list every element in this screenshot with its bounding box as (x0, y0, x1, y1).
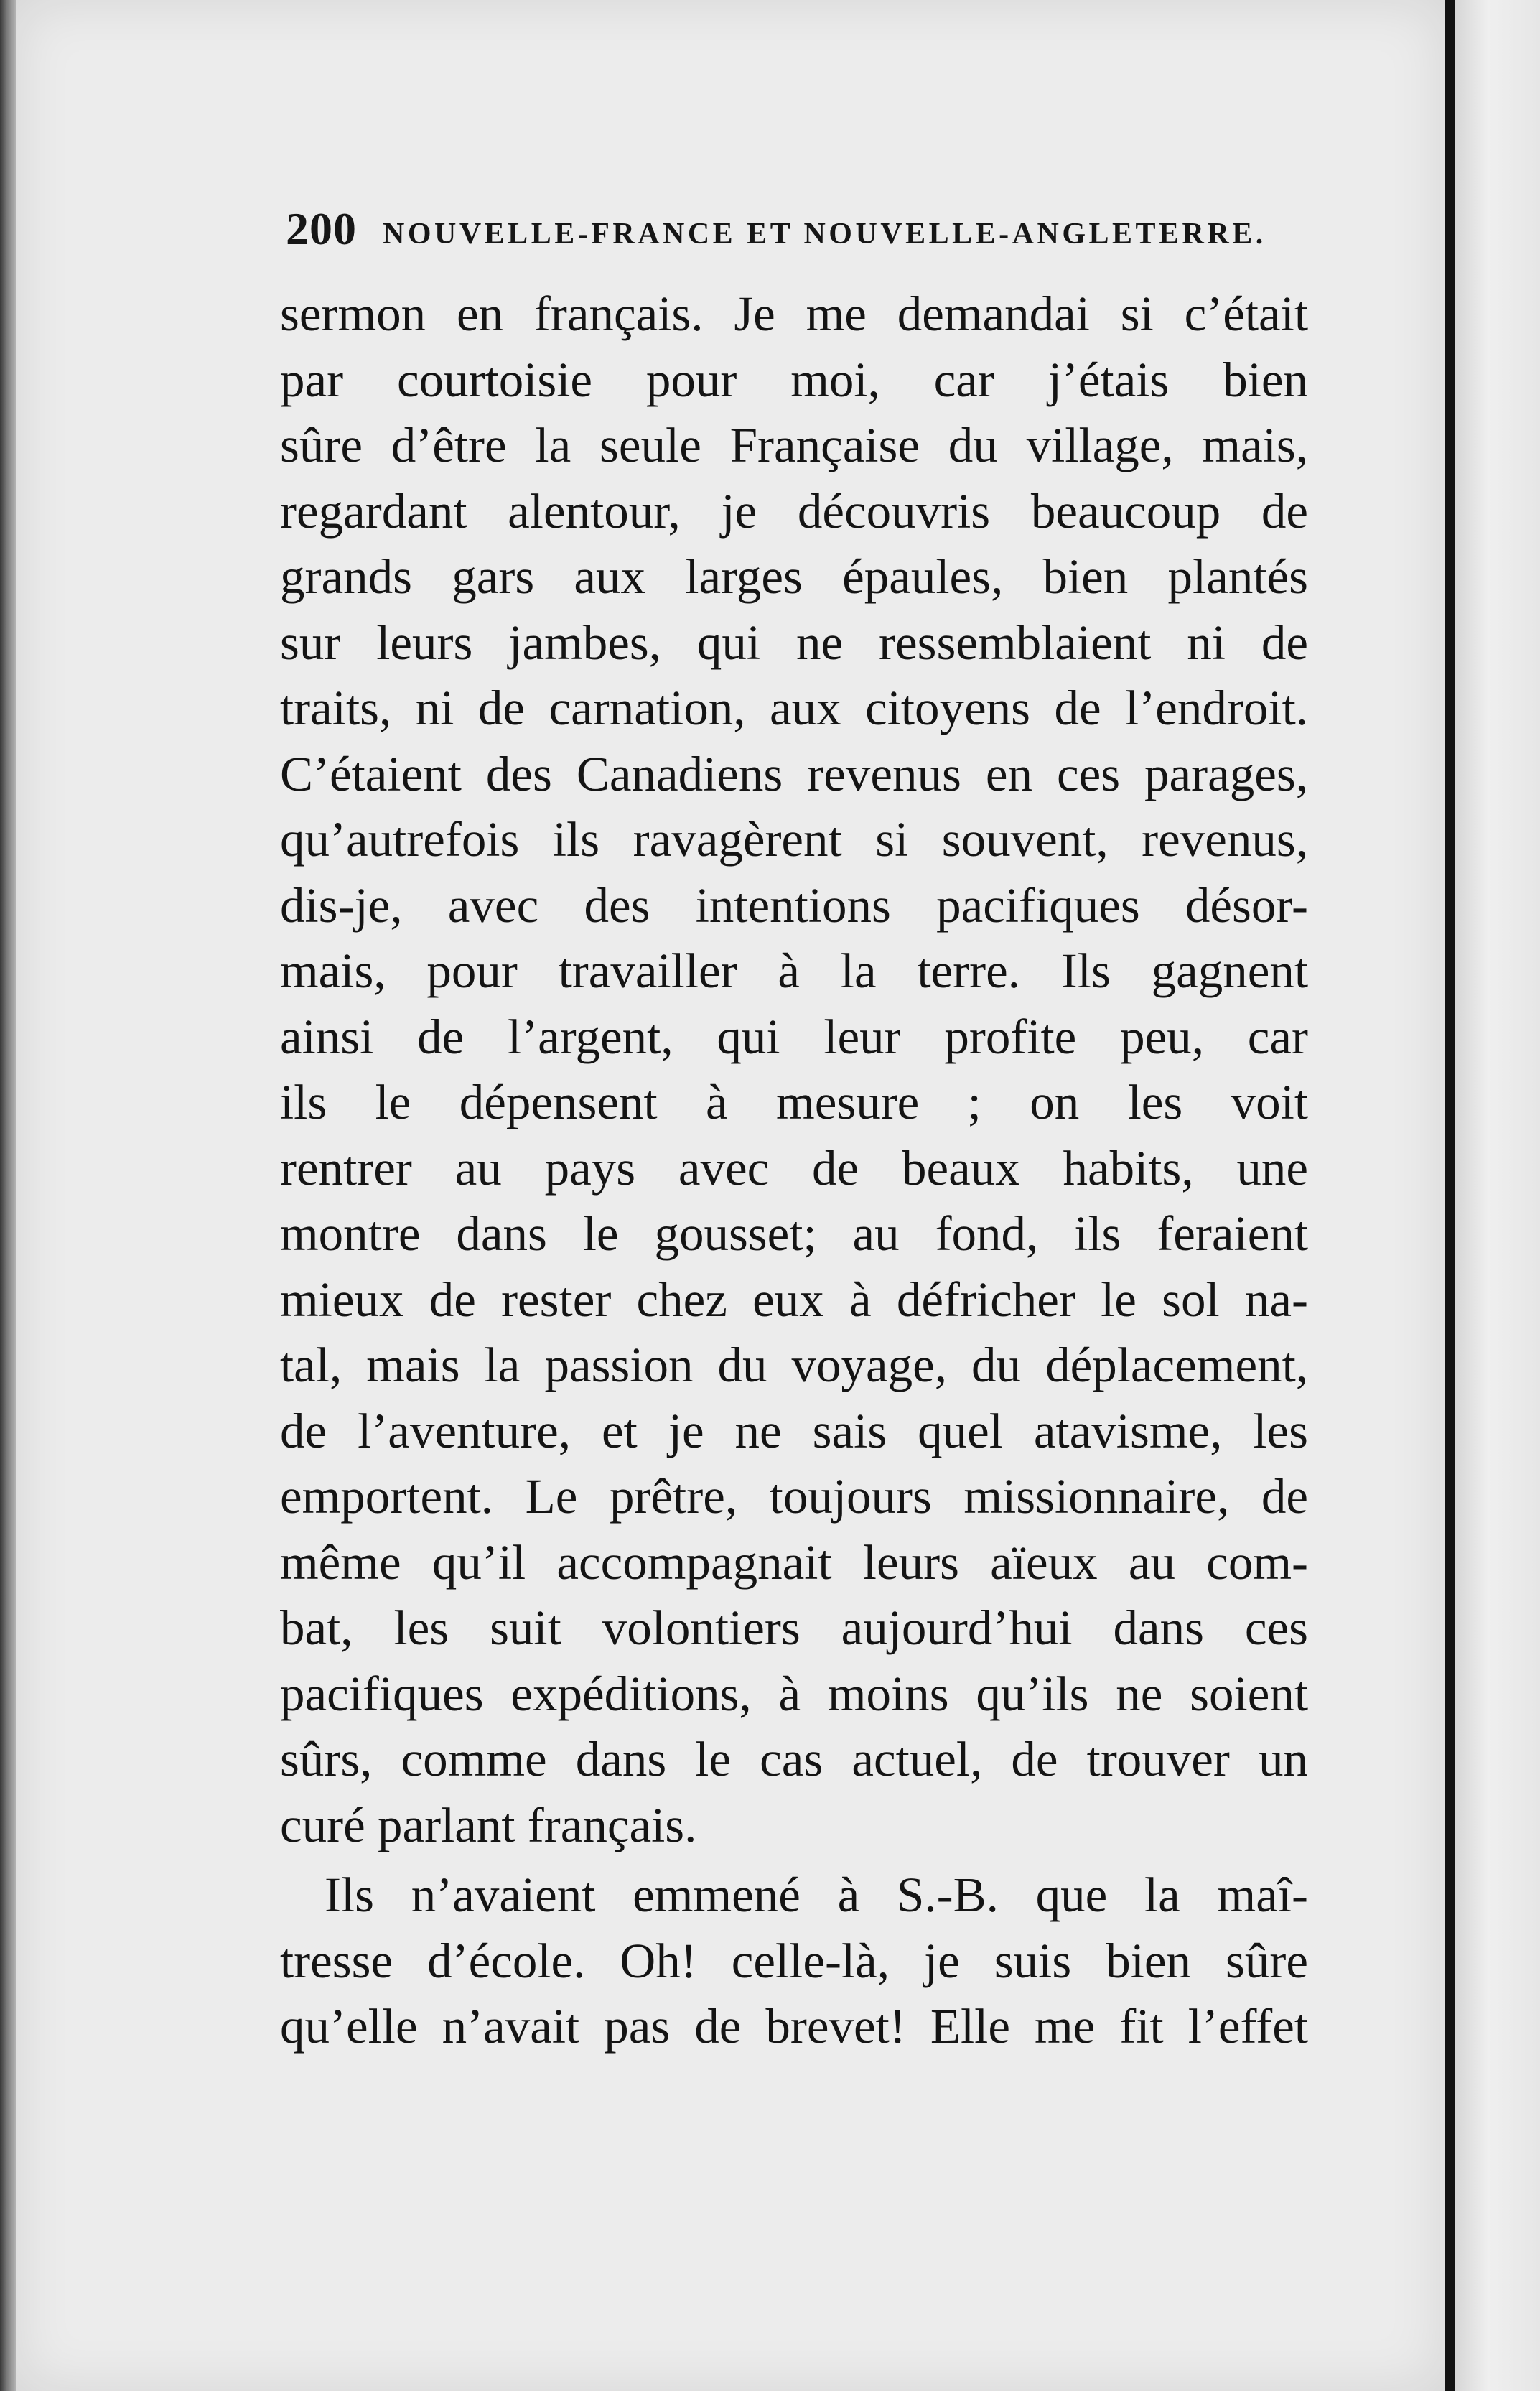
text-line: mieux de rester chez eux à défricher le sol na- (280, 1272, 1308, 1327)
body-text (280, 281, 1308, 2060)
page-header (286, 200, 1314, 264)
text-line: pacifiques expéditions, à moins qu’ils ne soient (280, 1666, 1308, 1721)
text-line: C’étaient des Canadiens revenus en ces parages, (280, 746, 1308, 801)
text-line: tal, mais la passion du voyage, du déplacement, (280, 1338, 1308, 1392)
text-line: grands gars aux larges épaules, bien plantés (280, 549, 1308, 604)
text-line: qu’autrefois ils ravagèrent si souvent, revenus, (280, 812, 1308, 867)
text-line: sermon en français. Je me demandai si c’était (280, 286, 1308, 341)
text-line: mais, pour travailler à la terre. Ils gagnent (280, 943, 1308, 998)
text-line: sûrs, comme dans le cas actuel, de trouver un (280, 1732, 1308, 1786)
page-gutter (1445, 0, 1455, 2391)
text-line: de l’aventure, et je ne sais quel atavisme, les (280, 1403, 1308, 1458)
text-line: dis-je, avec des intentions pacifiques désor- (280, 877, 1308, 933)
text-line: emportent. Le prêtre, toujours missionnaire, de (280, 1469, 1308, 1524)
paragraph-2 (280, 1863, 1308, 2060)
running-title: NOUVELLE-FRANCE ET NOUVELLE-ANGLETERRE. (383, 218, 1266, 251)
text-line: regardant alentour, je découvris beaucoup de (280, 483, 1308, 539)
text-line: sur leurs jambes, qui ne ressemblaient ni de (280, 615, 1308, 670)
text-line: même qu’il accompagnait leurs aïeux au com- (280, 1534, 1308, 1590)
next-page-edge (1455, 0, 1540, 2391)
page-number: 200 (286, 203, 357, 254)
text-line: sûre d’être la seule Française du village, mais, (280, 418, 1308, 472)
paragraph-1 (280, 281, 1308, 1858)
text-line: curé parlant français. (280, 1797, 697, 1852)
text-line: rentrer au pays avec de beaux habits, une (280, 1140, 1308, 1196)
text-line: ils le dépensent à mesure ; on les voit (280, 1075, 1308, 1129)
text-line: bat, les suit volontiers aujourd’hui dans ces (280, 1600, 1308, 1655)
text-line: Ils n’avaient emmené à S.-B. que la maî- (325, 1868, 1308, 1922)
text-line: par courtoisie pour moi, car j’étais bien (280, 352, 1308, 407)
text-line: ainsi de l’argent, qui leur profite peu, car (280, 1009, 1308, 1064)
text-line: qu’elle n’avait pas de brevet! Elle me fit l’effet (280, 1999, 1308, 2054)
text-line: traits, ni de carnation, aux citoyens de l’endroit. (280, 681, 1308, 735)
text-line: montre dans le gousset; au fond, ils feraient (280, 1206, 1308, 1261)
text-line: tresse d’école. Oh! celle-là, je suis bien sûre (280, 1933, 1308, 1988)
